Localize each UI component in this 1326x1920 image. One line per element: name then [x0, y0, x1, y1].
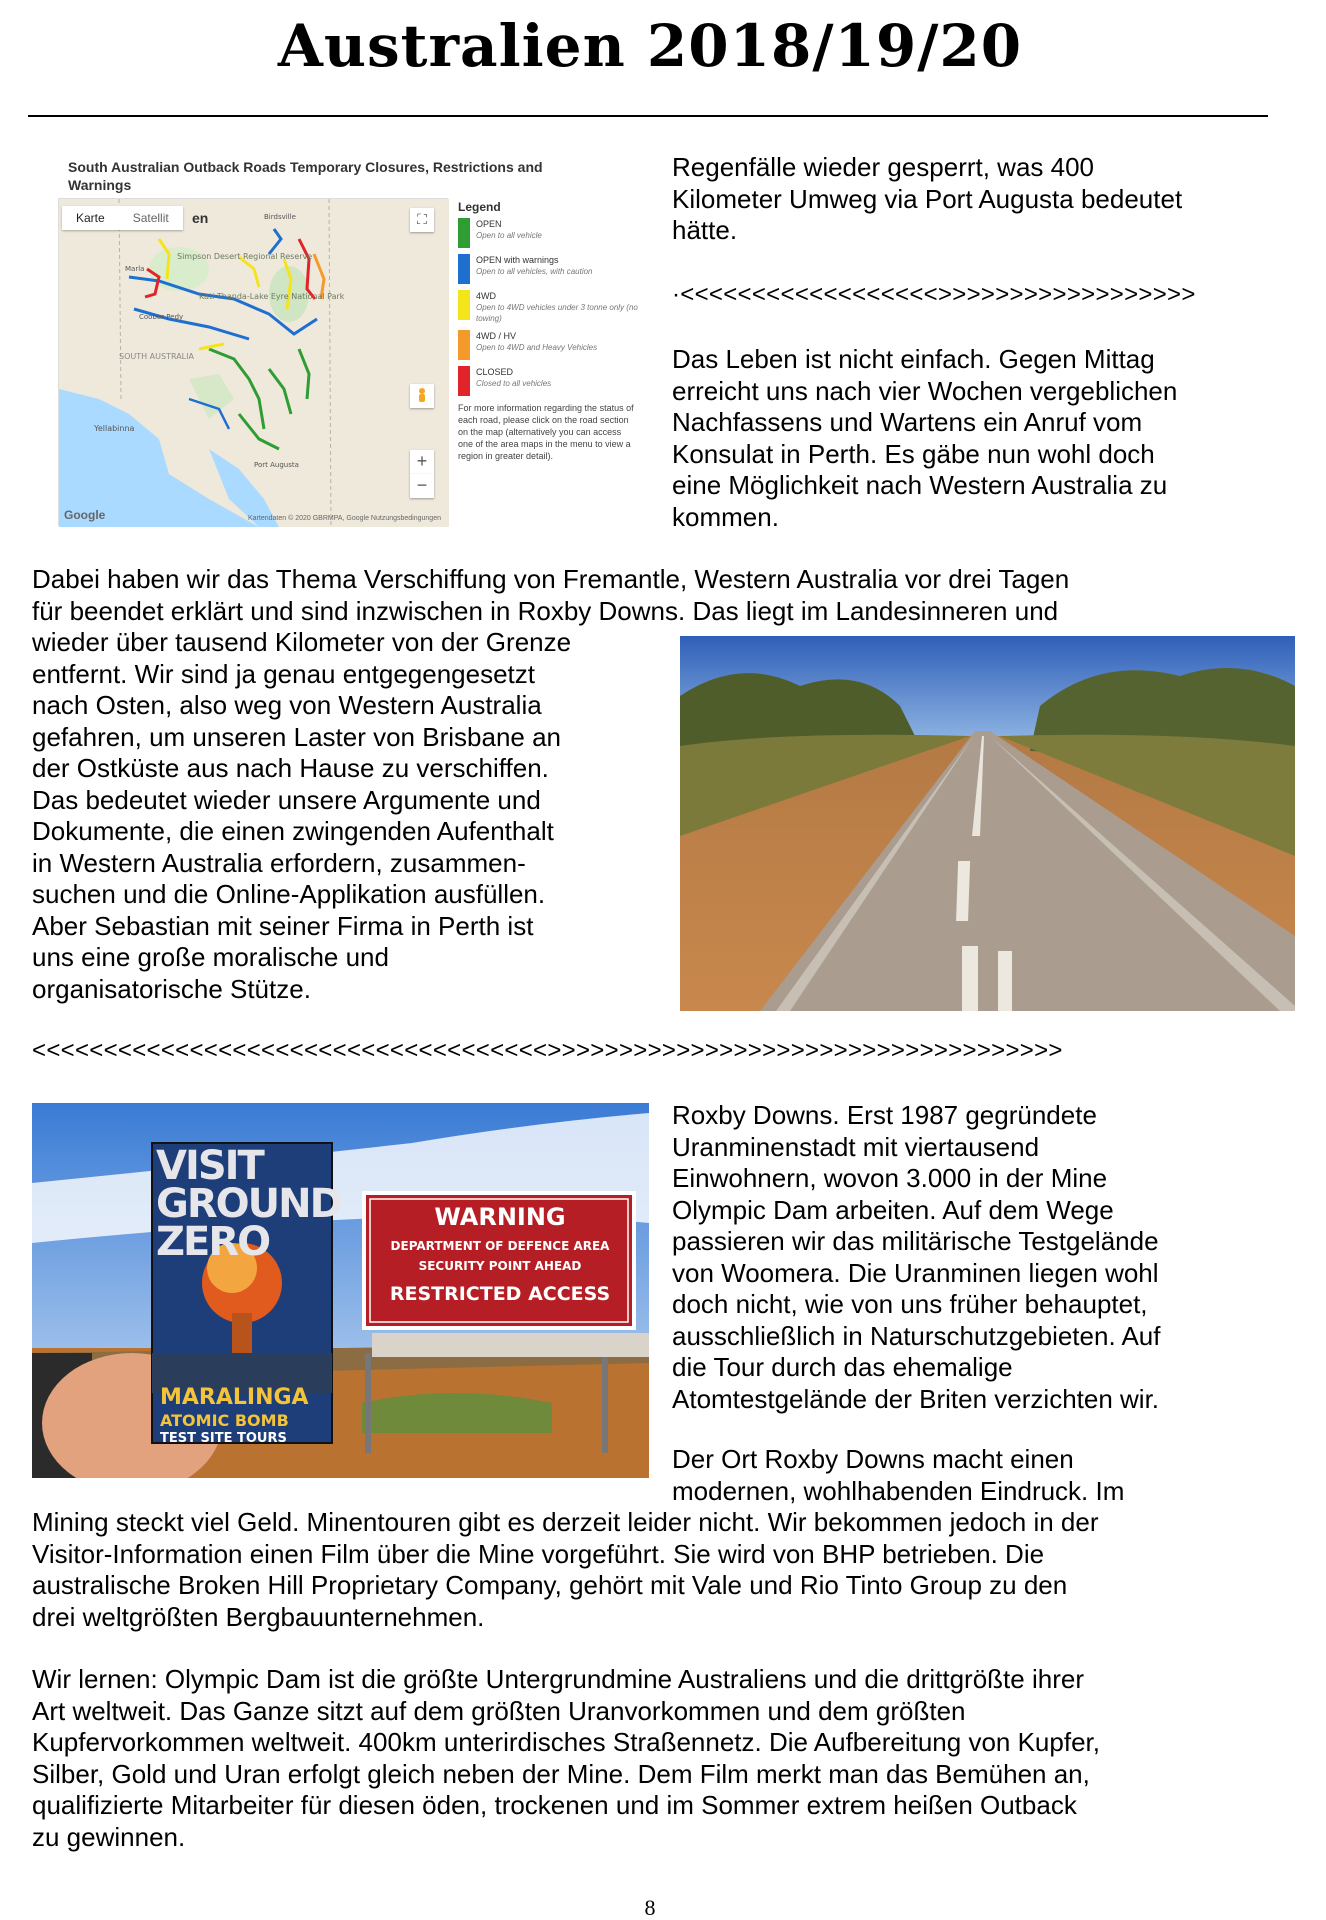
map-type-toggle — [62, 206, 183, 230]
legend-item-desc: Closed to all vehicles — [476, 379, 552, 388]
label-port-augusta: Port Augusta — [254, 461, 299, 469]
paragraph-6-intro: Der Ort Roxby Downs macht einen modernen, wohlhabenden Eindruck. Im — [672, 1444, 1125, 1506]
map-attribution[interactable]: Kartendaten © 2020 GBRMPA, Google Nutzungsbedingungen — [248, 515, 441, 522]
legend-item-name: OPEN — [476, 219, 502, 229]
map-legend — [458, 200, 638, 462]
map-title: South Australian Outback Roads Temporary Closures, Restrictions and Warnings — [68, 159, 543, 193]
map-tab-satellit[interactable]: Satellit — [132, 211, 169, 225]
legend-swatch — [458, 290, 470, 320]
map-tab-karte[interactable]: Karte — [76, 211, 105, 225]
maralinga-sign-photo — [32, 1103, 649, 1478]
brochure-name: MARALINGA — [160, 1385, 309, 1410]
label-birdsville: Birdsville — [264, 213, 296, 221]
legend-item — [458, 366, 638, 396]
legend-title: Legend — [458, 200, 501, 214]
legend-item-name: CLOSED — [476, 367, 514, 377]
legend-swatch — [458, 366, 470, 396]
sign-department: DEPARTMENT OF DEFENCE AREA — [390, 1239, 610, 1253]
separator-1: ·<<<<<<<<<<<<<<<<<<>>>>>>>>>>>>>>>>>> — [672, 281, 1196, 308]
label-simpson: Simpson Desert Regional Reserve — [177, 252, 313, 261]
brochure-sub2: TEST SITE TOURS — [160, 1431, 287, 1446]
zoom-out-button[interactable]: − — [410, 474, 434, 498]
label-marla: Marla — [125, 265, 145, 273]
legend-item-name: 4WD / HV — [476, 331, 517, 341]
legend-swatch — [458, 330, 470, 360]
paragraph-4: wieder über tausend Kilometer von der Grenze entfernt. Wir sind ja genau entgegengesetzt nach Osten, also weg von Western Australia gefahren, um unseren Laster von Brisbane an der Ostküste aus nach Hause zu verschiffen. Das bedeutet wieder unsere Argumente und Dokumente, die einen zwingenden Aufenthalt in Western Australia erfordern, zusammen- suchen und die Online-Applikation ausfüllen. Aber Sebastian mit seiner Firma in Perth ist uns eine große moralische und organisatorische Stütze. — [32, 627, 572, 1004]
brochure-sub1: ATOMIC BOMB — [160, 1411, 289, 1430]
legend-item — [458, 254, 638, 284]
map-corner-text: en — [192, 210, 209, 226]
sign-security: SECURITY POINT AHEAD — [418, 1259, 582, 1273]
paragraph-2: Das Leben ist nicht einfach. Gegen Mittag erreicht uns nach vier Wochen vergeblichen Nachfassens und Wartens ein Anruf vom Konsulat in Perth. Es gäbe nun wohl doch eine Möglichkeit nach Western Australia zu kommen. — [672, 344, 1178, 532]
label-yellabinna: Yellabinna — [94, 424, 135, 433]
pegman-icon[interactable] — [410, 384, 434, 408]
google-logo: Google — [64, 508, 106, 522]
legend-item-desc: Open to 4WD and Heavy Vehicles — [476, 343, 598, 352]
paragraph-5: Roxby Downs. Erst 1987 gegründete Uranminenstadt mit viertausend Einwohnern, wovon 3.000 in der Mine Olympic Dam arbeiten. Auf dem Wege passieren wir das militärische Testgelände von Woomera. Die Uranminen liegen wohl doch nicht, wie von uns früher behauptet, ausschließlich in Naturschutzgebieten. Auf die Tour durch das ehemalige Atomtestgelände der Briten verzichten wir. — [672, 1100, 1161, 1414]
legend-item-desc: Open to 4WD vehicles under 3 tonne only (no towing) — [476, 303, 638, 323]
legend-swatch — [458, 218, 470, 248]
paragraph-1: Regenfälle wieder gesperrt, was 400 Kilometer Umweg via Port Augusta bedeutet hätte. — [672, 152, 1183, 245]
outback-road-photo — [680, 636, 1295, 1011]
legend-item — [458, 290, 638, 324]
map-canvas[interactable] — [58, 198, 448, 526]
zoom-in-button[interactable]: + — [410, 450, 434, 474]
label-sa: SOUTH AUSTRALIA — [119, 352, 194, 361]
fullscreen-button[interactable]: ⛶ — [410, 208, 434, 232]
brochure-title: VISIT GROUND ZERO — [156, 1143, 341, 1265]
legend-item-name: OPEN with warnings — [476, 255, 559, 265]
legend-item-name: 4WD — [476, 291, 496, 301]
legend-note: For more information regarding the status of each road, please click on the road section on the map (alternatively you can access one of the area maps in the menu to view a region in greater detail). — [458, 403, 634, 461]
sign-warning: WARNING — [434, 1203, 566, 1231]
map-graphic — [59, 199, 449, 527]
separator-2: <<<<<<<<<<<<<<<<<<<<<<<<<<<<<<<<<<<<>>>>>>>>>>>>>>>>>>>>>>>>>>>>>>>>>>>> — [32, 1037, 1063, 1064]
legend-swatch — [458, 254, 470, 284]
legend-item-desc: Open to all vehicle — [476, 231, 542, 240]
label-coober: Coober Pedy — [139, 313, 184, 321]
label-kati: Kati Thanda-Lake Eyre National Park — [199, 292, 345, 301]
title-rule — [28, 115, 1268, 117]
legend-item-desc: Open to all vehicles, with caution — [476, 267, 593, 276]
road-closures-map — [58, 152, 640, 532]
page-number: 8 — [644, 1895, 656, 1920]
paragraph-6: Mining steckt viel Geld. Minentouren gibt es derzeit leider nicht. Wir bekommen jedoch in der Visitor-Information einen Film über die Mine vorgeführt. Sie wird von BHP betrieben. Die australische Broken Hill Proprietary Company, gehört mit Vale und Rio Tinto Group zu den drei weltgrößten Bergbauunternehmen. — [32, 1507, 1099, 1632]
paragraph-7: Wir lernen: Olympic Dam ist die größte Untergrundmine Australiens und die drittgrößte ihrer Art weltweit. Das Ganze sitzt auf dem größten Uranvorkommen und dem größten Kupfervorkommen weltweit. 400km unterirdisches Straßennetz. Die Aufbereitung von Kupfer, Silber, Gold und Uran erfolgt gleich neben der Mine. Dem Film merkt man das Bemühen an, qualifizierte Mitarbeiter für diesen öden, trockenen und im Sommer extrem heißen Outback zu gewinnen. — [32, 1664, 1100, 1852]
sign-restricted: RESTRICTED ACCESS — [389, 1283, 611, 1305]
legend-item — [458, 218, 638, 248]
legend-item — [458, 330, 638, 360]
paragraph-3: Dabei haben wir das Thema Verschiffung von Fremantle, Western Australia vor drei Tagen für beendet erklärt und sind inzwischen in Roxby Downs. Das liegt im Landesinneren und — [32, 564, 1070, 626]
page-title: Australien 2018/19/20 — [277, 12, 1023, 80]
